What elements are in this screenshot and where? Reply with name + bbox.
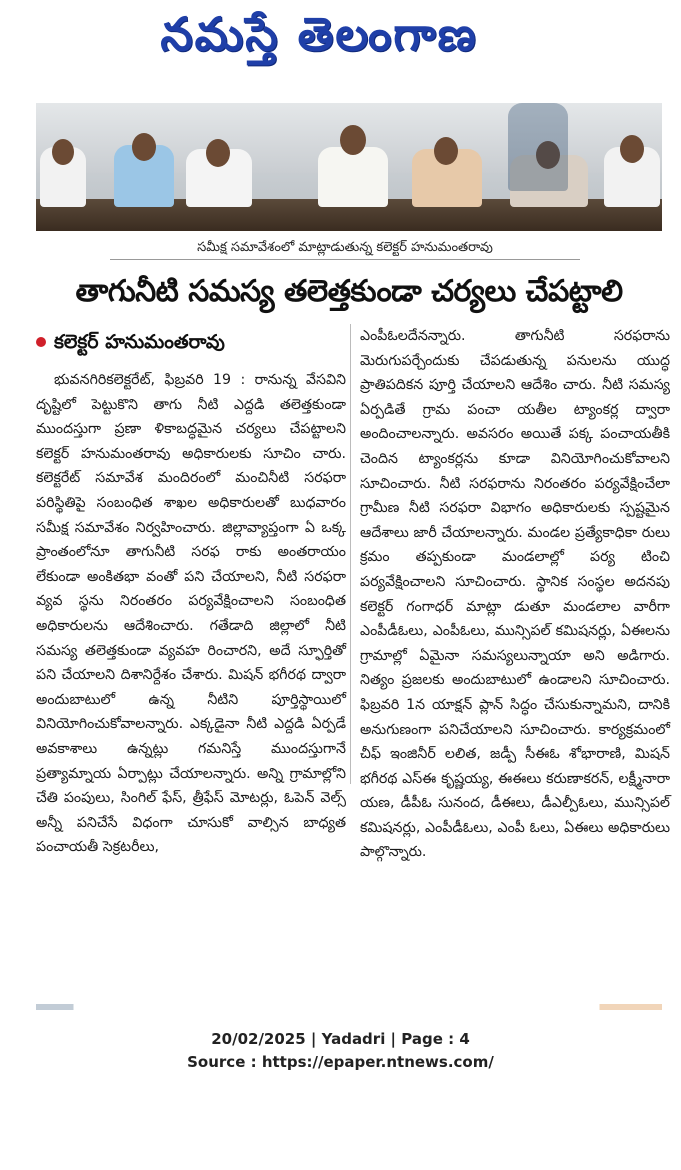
bullet-dot-icon [36, 337, 46, 347]
source-link[interactable]: Source : https://epaper.ntnews.com/ [187, 1053, 494, 1071]
photo-caption: సమీక్ష సమావేశంలో మాట్లాడుతున్న కలెక్టర్ హనుమంతరావు [110, 237, 580, 260]
article-column-left [36, 328, 346, 860]
article-body-right: ఎంపీఓలదేనన్నారు. తాగునీటి సరఫరాను మెరుగుపర్చేందుకు చేపడుతున్న పనులను యుద్ధ ప్రాతిపదికన పూర్తి చేయాలని ఆదేశిం చారు. నీటి సమస్య ఏర్పడితే గ్రామ పంచా యతీల ట్యాంకర్ల ద్వారా అందించాలన్నారు. అవసరం అయితే పక్క పంచాయతీకి చెందిన ట్యాంకర్లను కూడా వినియోగించుకోవాలని సూచించారు. నీటి సరఫరాను నిరంతరం పర్యవేక్షించేలా గ్రామీణ నీటి సరఫరా విభాగం అధికారులకు స్పష్టమైన ఆదేశాలు జారీ చేయాలన్నారు. మండల ప్రత్యేకాధికా రులు క్రమం తప్పకుండా మండలాల్లో పర్య టించి పర్యవేక్షించాలని సూచించారు. స్థానిక సంస్థల అదనపు కలెక్టర్ గంగాధర్ మాట్లా డుతూ మండలాల వారీగా ఎంపీడీఓలు, ఎంపీఓలు, మున్సిపల్ కమిషనర్లు, ఏఈలను గ్రామాల్లో ఏమైనా సమస్యలున్నాయా అని అడిగారు. నిత్యం ప్రజలకు అందుబాటులో ఉండాలని సూచించారు. ఫిబ్రవరి 1న యాక్షన్ ప్లాన్ సిద్ధం చేసుకున్నామని, దానికి అనుగుణంగా పనిచేయాలని సూచించారు. కార్యక్రమంలో చీఫ్ ఇంజినీర్ లలిత, జడ్పీ సీఈఓ శోభారాణి, మిషన్ భగీరథ ఎస్ఈ కృష్ణయ్య, ఈఈలు కరుణాకరన్, లక్ష్మీనారా యణ, డీపీఓ సునంద, డీఈలు, డీఎల్పీఓలు, మున్సిపల్ కమిషనర్లు, ఎంపీడీఓలు, ఎంపీ ఓలు, ఏఈలు అధికారులు పాల్గొన్నారు. [360, 328, 670, 861]
article-headline: తాగునీటి సమస్య తలెత్తకుండా చర్యలు చేపట్టాలి [75, 274, 623, 309]
article-column-right [360, 324, 670, 865]
byline [36, 328, 346, 356]
news-photo [36, 103, 662, 231]
newspaper-masthead: నమస్తే తెలంగాణ [160, 7, 478, 61]
column-divider [350, 324, 351, 784]
bottom-divider [36, 1004, 662, 1010]
article-body-left: భువనగిరికలెక్టరేట్, ఫిబ్రవరి 19 : రానున్న వేసవిని దృష్టిలో పెట్టుకొని తాగు నీటి ఎద్దడి తలెత్తకుండా ముందస్తుగా ప్రణా ళికాబద్ధమైన చర్యలు చేపట్టాలని కలెక్టర్ హనుమంతరావు అధికారులకు సూచిం చారు. కలెక్టరేట్ సమావేశ మందిరంలో మంచినీటి సరఫరా పరిస్థితిపై సంబంధిత శాఖల అధికారులతో బుధవారం సమీక్ష సమావేశం నిర్వహించారు. జిల్లావ్యాప్తంగా ఏ ఒక్క ప్రాంతంలోనూ తాగునీటి సరఫ రాకు అంతరాయం లేకుండా అంకితభా వంతో పని చేయాలని, నీటి సరఫరా వ్యవ స్థను నిరంతరం పర్యవేక్షించాలని సంబంధిత అధికారులను ఆదేశించారు. గతేడాది జిల్లాలో నీటి సమస్య తలెత్తకుండా వ్యవహ రించారని, అదే స్ఫూర్తితో పని చేయాలని దిశానిర్దేశం చేశారు. మిషన్ భగీరథ ద్వారా అందుబాటులో ఉన్న నీటిని పూర్తిస్థాయిలో వినియోగించుకోవాలన్నారు. ఎక్కడైనా నీటి ఎద్దడి ఏర్పడే అవకాశాలు ఉన్నట్లు గమనిస్తే ముందస్తుగానే ప్రత్యామ్నాయ ఏర్పాట్లు చేయాలన్నారు. అన్ని గ్రామాల్లోని చేతి పంపులు, సింగిల్ ఫేస్, త్రీఫేస్ మోటర్లు, ఓపెన్ వెల్స్ అన్నీ పనిచేసే విధంగా చూసుకో వాల్సిన బాధ్యత పంచాయతీ సెక్రటరీలు, [36, 372, 346, 856]
byline-text: కలెక్టర్ హనుమంతరావు [54, 330, 225, 353]
edition-info: 20/02/2025 | Yadadri | Page : 4 [211, 1030, 470, 1048]
